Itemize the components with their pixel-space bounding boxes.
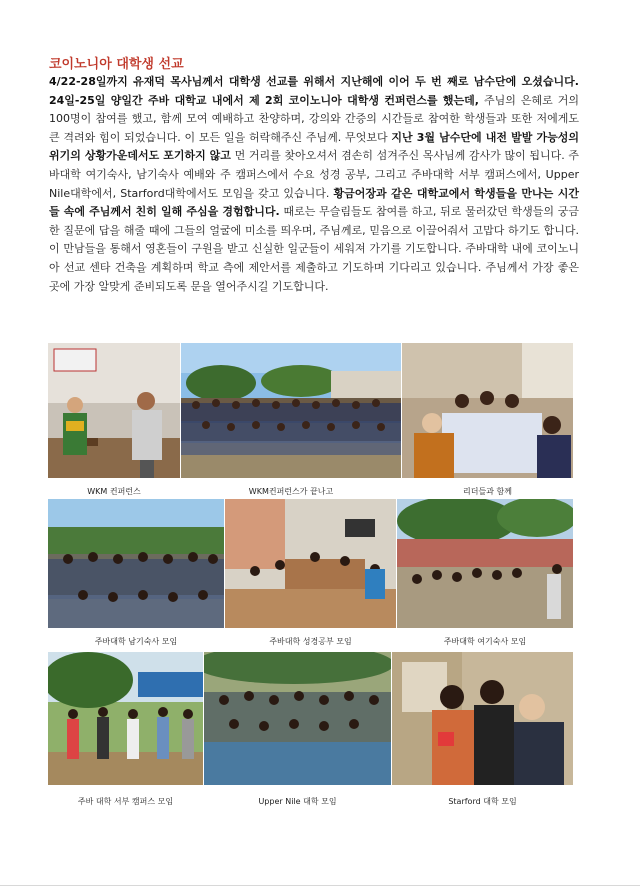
photo-juba-west-campus bbox=[48, 652, 203, 785]
caption-juba-men-dorm: 주바대학 남기숙사 모임 bbox=[94, 637, 178, 646]
caption-wkm-after: WKM컨퍼런스가 끝나고 bbox=[248, 487, 334, 496]
photo-leaders bbox=[402, 343, 573, 478]
caption-upper-nile: Upper Nile 대학 모임 bbox=[258, 797, 337, 806]
caption-wkm-conference: WKM 컨퍼런스 bbox=[87, 487, 141, 496]
paragraph-segment: 때로는 무슬림들도 참여를 하고, 뒤로 물러갔던 학생들의 궁금한 질문에 답을 해줄 때에 그들의 얼굴에 미소를 띄우며, 주님께로, 믿음으로 이끌어줘서 고맙다 하기도 합니다. 이 만남들을 통해서 영혼들이 구원을 받고 신실한 일군들이 세워져 가기를 기도합니다. 주바대학 내에 코이노니아 선교 센타 건축을 계획하며 학교 측에 제안서를 제출하고 기도하며 기다리고 있습니다. 주님께서 가장 좋은 곳에 가장 알맞게 준비되도록 문을 열어주시길 기도합니다. bbox=[49, 205, 579, 293]
paragraph-segment-bold: 지난 3월 남수단에 내전 발발 가능성의 위기의 상황가운데서도 포기하지 않고 bbox=[49, 130, 579, 163]
photo-upper-nile bbox=[204, 652, 391, 785]
paragraph-segment-bold: 황금어장과 같은 대학교에서 학생들을 만나는 시간들 속에 주님께서 친히 일해 주심을 경험합니다. bbox=[49, 186, 579, 219]
bottom-divider bbox=[0, 885, 640, 886]
paragraph-segment: 먼 거리를 찾아오셔서 겸손히 섬겨주신 목사님께 감사가 많이 됩니다. 주바대학 여기숙사, 남기숙사 예배와 주 캠퍼스에서 수요 성경 공부, 그리고 주바대학 서부 캠퍼스에서, Upper Nile대학에서, Starford대학에서도 모임을 갖고 있습니다. bbox=[49, 149, 579, 200]
caption-juba-west-campus: 주바 대학 서부 캠퍼스 모임 bbox=[77, 797, 174, 806]
caption-juba-bible-study: 주바대학 성경공부 모임 bbox=[269, 637, 352, 646]
photo-juba-women-dorm bbox=[397, 499, 573, 628]
body-paragraph bbox=[49, 73, 579, 296]
caption-juba-women-dorm: 주바대학 여기숙사 모임 bbox=[443, 637, 527, 646]
caption-starford: Starford 대학 모임 bbox=[448, 797, 517, 806]
photo-wkm-after bbox=[181, 343, 401, 478]
page-title: 코이노니아 대학생 선교 bbox=[49, 57, 184, 72]
photo-starford bbox=[392, 652, 573, 785]
photo-juba-bible-study bbox=[225, 499, 396, 628]
photo-wkm-conference bbox=[48, 343, 180, 478]
paragraph-segment-bold: 4/22-28일까지 유재덕 목사님께서 대학생 선교를 위해서 지난해에 이어 두 번 째로 남수단에 오셨습니다. 24일-25일 양일간 주바 대학교 내에서 제 2회 코이노니아 대학생 컨퍼런스를 했는데, bbox=[49, 75, 579, 107]
caption-leaders: 리더들과 함께 bbox=[463, 487, 512, 496]
photo-juba-men-dorm bbox=[48, 499, 224, 628]
paragraph-segment: 주님의 은혜로 거의 100명이 참여를 했고, 함께 모여 예배하고 찬양하며, 강의와 간증의 시간들로 참여한 학생들과 또한 저에게도 큰 격려와 힘이 되었습니다. 이 모든 일을 허락해주신 주님께. 무엇보다 bbox=[49, 93, 579, 144]
